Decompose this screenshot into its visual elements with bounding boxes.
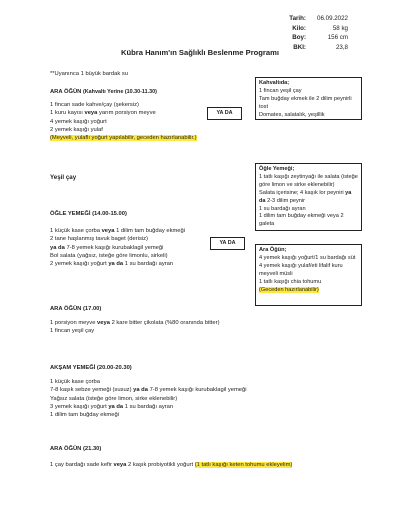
snack1-line: 1 fincan yeşil çay bbox=[50, 328, 95, 335]
snack2-heading: ARA ÖĞÜN (21.30) bbox=[50, 446, 102, 452]
lunch-line: ya da 7-8 yemek kaşığı kurubaklagil yemeği bbox=[50, 244, 164, 251]
breakfast-line: 1 kuru kayısı veya yarım porsiyon meyve bbox=[50, 110, 156, 117]
dinner-line: 3 yemek kaşığı yoğurt ya da 1 su bardağı ayran bbox=[50, 403, 174, 410]
lunch-line: 2 yemek kaşığı yoğurt ya da 1 su bardağı ayran bbox=[50, 261, 174, 268]
breakfast-section bbox=[50, 88, 197, 142]
ogle-box-title: Öğle Yemeği; bbox=[259, 166, 295, 172]
kahvalti-box-line: 1 fincan yeşil çay bbox=[259, 87, 302, 94]
breakfast-heading-sub: (Kahvaltı Yerine (10.30-11.30) bbox=[82, 89, 157, 95]
info-label: Tarih: bbox=[289, 15, 306, 22]
breakfast-line: 2 yemek kaşığı yulaf bbox=[50, 126, 103, 133]
breakfast-heading-main: ARA ÖĞÜN bbox=[50, 89, 82, 95]
info-label: BKI: bbox=[293, 43, 306, 51]
snack2-section bbox=[50, 445, 292, 469]
kahvalti-box-line: Domates, salatalık, yeşillik bbox=[259, 111, 325, 118]
breakfast-heading bbox=[50, 88, 197, 96]
snack2-line: 1 çay bardağı sade kefir veya 2 kaşık probiyotikli yoğurt (1 tatlı kaşığı keten tohumu ekleyelim) bbox=[50, 462, 293, 469]
snack1-heading: ARA ÖĞÜN (17.00) bbox=[50, 306, 102, 312]
snack1-line: 1 porsiyon meyve veya 2 kare bitter çikolata (%80 oranında bitter) bbox=[50, 320, 220, 327]
snack2-highlight: (1 tatlı kaşığı keten tohumu ekleyelim) bbox=[194, 462, 293, 469]
ara-box-line: 4 yemek kaşığı yulaf/eti lifalif kuru meyveli müsli bbox=[259, 262, 343, 277]
page-title: Kübra Hanım'ın Sağlıklı Beslenme Programı bbox=[121, 48, 279, 57]
ogle-box-line: 1 dilim tam buğday ekmeği veya 2 galeta bbox=[259, 213, 344, 228]
dinner-line: 1 dilim tam buğday ekmeği bbox=[50, 412, 119, 419]
info-value: 23,8 bbox=[335, 43, 348, 51]
info-value: 06.09.2022 bbox=[317, 15, 348, 22]
yesil-cay: Yeşil çay bbox=[50, 174, 77, 181]
info-row-height bbox=[280, 33, 348, 43]
ara-box-title: Ara Öğün; bbox=[259, 247, 287, 253]
ogle-box-line: 1 su bardağı ayran bbox=[259, 205, 306, 212]
ara-box-line: 4 yemek kaşığı yoğurt/1 su bardağı süt bbox=[259, 254, 356, 261]
info-row-date bbox=[280, 14, 348, 24]
lunch-line: 2 tane haşlanmış tavuk baget (derisiz) bbox=[50, 236, 148, 243]
info-value: 156 cm bbox=[327, 34, 348, 42]
breakfast-line: 1 fincan sade kahve/çay (şekersiz) bbox=[50, 102, 139, 109]
snack1-section bbox=[50, 305, 220, 336]
ara-box-highlight: (Geceden hazırlanabilir) bbox=[259, 286, 319, 293]
ogle-box-line: Salata içerisine; 4 kaşık lor peyniri ya da 2-3 dilim peynir bbox=[259, 189, 352, 204]
dinner-line: 7-8 kaşık sebze yemeği (susuz) ya da 7-8 yemek kaşığı kurubaklagil yemeği bbox=[50, 387, 247, 394]
dinner-line: Yağsız salata (isteğe göre limon, sirke eklenebilir) bbox=[50, 395, 178, 402]
wakeup-note bbox=[50, 70, 128, 78]
lunch-line: 1 küçük kase çorba veya 1 dilim tam buğday ekmeği bbox=[50, 228, 186, 235]
breakfast-highlight: (Meyveli, yulaflı yoğurt yapılabilir, geceden hazırlanabilir.) bbox=[50, 135, 197, 142]
breakfast-line: 4 yemek kaşığı yoğurt bbox=[50, 118, 107, 125]
info-label: Kilo: bbox=[292, 24, 306, 32]
lunch-heading: ÖĞLE YEMEĞİ (14.00-15.00) bbox=[50, 211, 127, 217]
ara-box bbox=[255, 244, 362, 306]
ya-da-label: YA DA bbox=[210, 237, 245, 250]
info-label: Boy: bbox=[292, 34, 306, 42]
wakeup-text: **Uyanınca 1 büyük bardak su bbox=[50, 71, 128, 77]
kahvalti-box-line: Tam buğday ekmek ile 2 dilim peynirli tost bbox=[259, 95, 352, 110]
ara-box-line bbox=[259, 287, 358, 295]
ogle-box-line: 1 tatlı kaşığı zeytinyağı ile salata (isteğe göre limon ve sirke eklenebilir) bbox=[259, 173, 358, 188]
ya-da-label: YA DA bbox=[207, 107, 242, 120]
ogle-box bbox=[255, 163, 362, 231]
lunch-line: Bol salata (yağsız, isteğe göre limonlu, sirkeli) bbox=[50, 252, 168, 259]
info-value: 58 kg bbox=[332, 24, 348, 32]
dinner-heading: AKŞAM YEMEĞİ (20.00-20.30) bbox=[50, 365, 132, 371]
kahvalti-box-title: Kahvaltıda; bbox=[259, 80, 290, 86]
info-row-weight bbox=[280, 24, 348, 34]
breakfast-line bbox=[50, 134, 197, 142]
ara-box-line: 1 tatlı kaşığı chia tohumu bbox=[259, 278, 322, 285]
lunch-section bbox=[50, 210, 185, 268]
kahvalti-box bbox=[255, 77, 362, 120]
dinner-section bbox=[50, 364, 247, 419]
dinner-line: 1 küçük kase çorba bbox=[50, 379, 100, 386]
patient-info bbox=[280, 14, 348, 52]
